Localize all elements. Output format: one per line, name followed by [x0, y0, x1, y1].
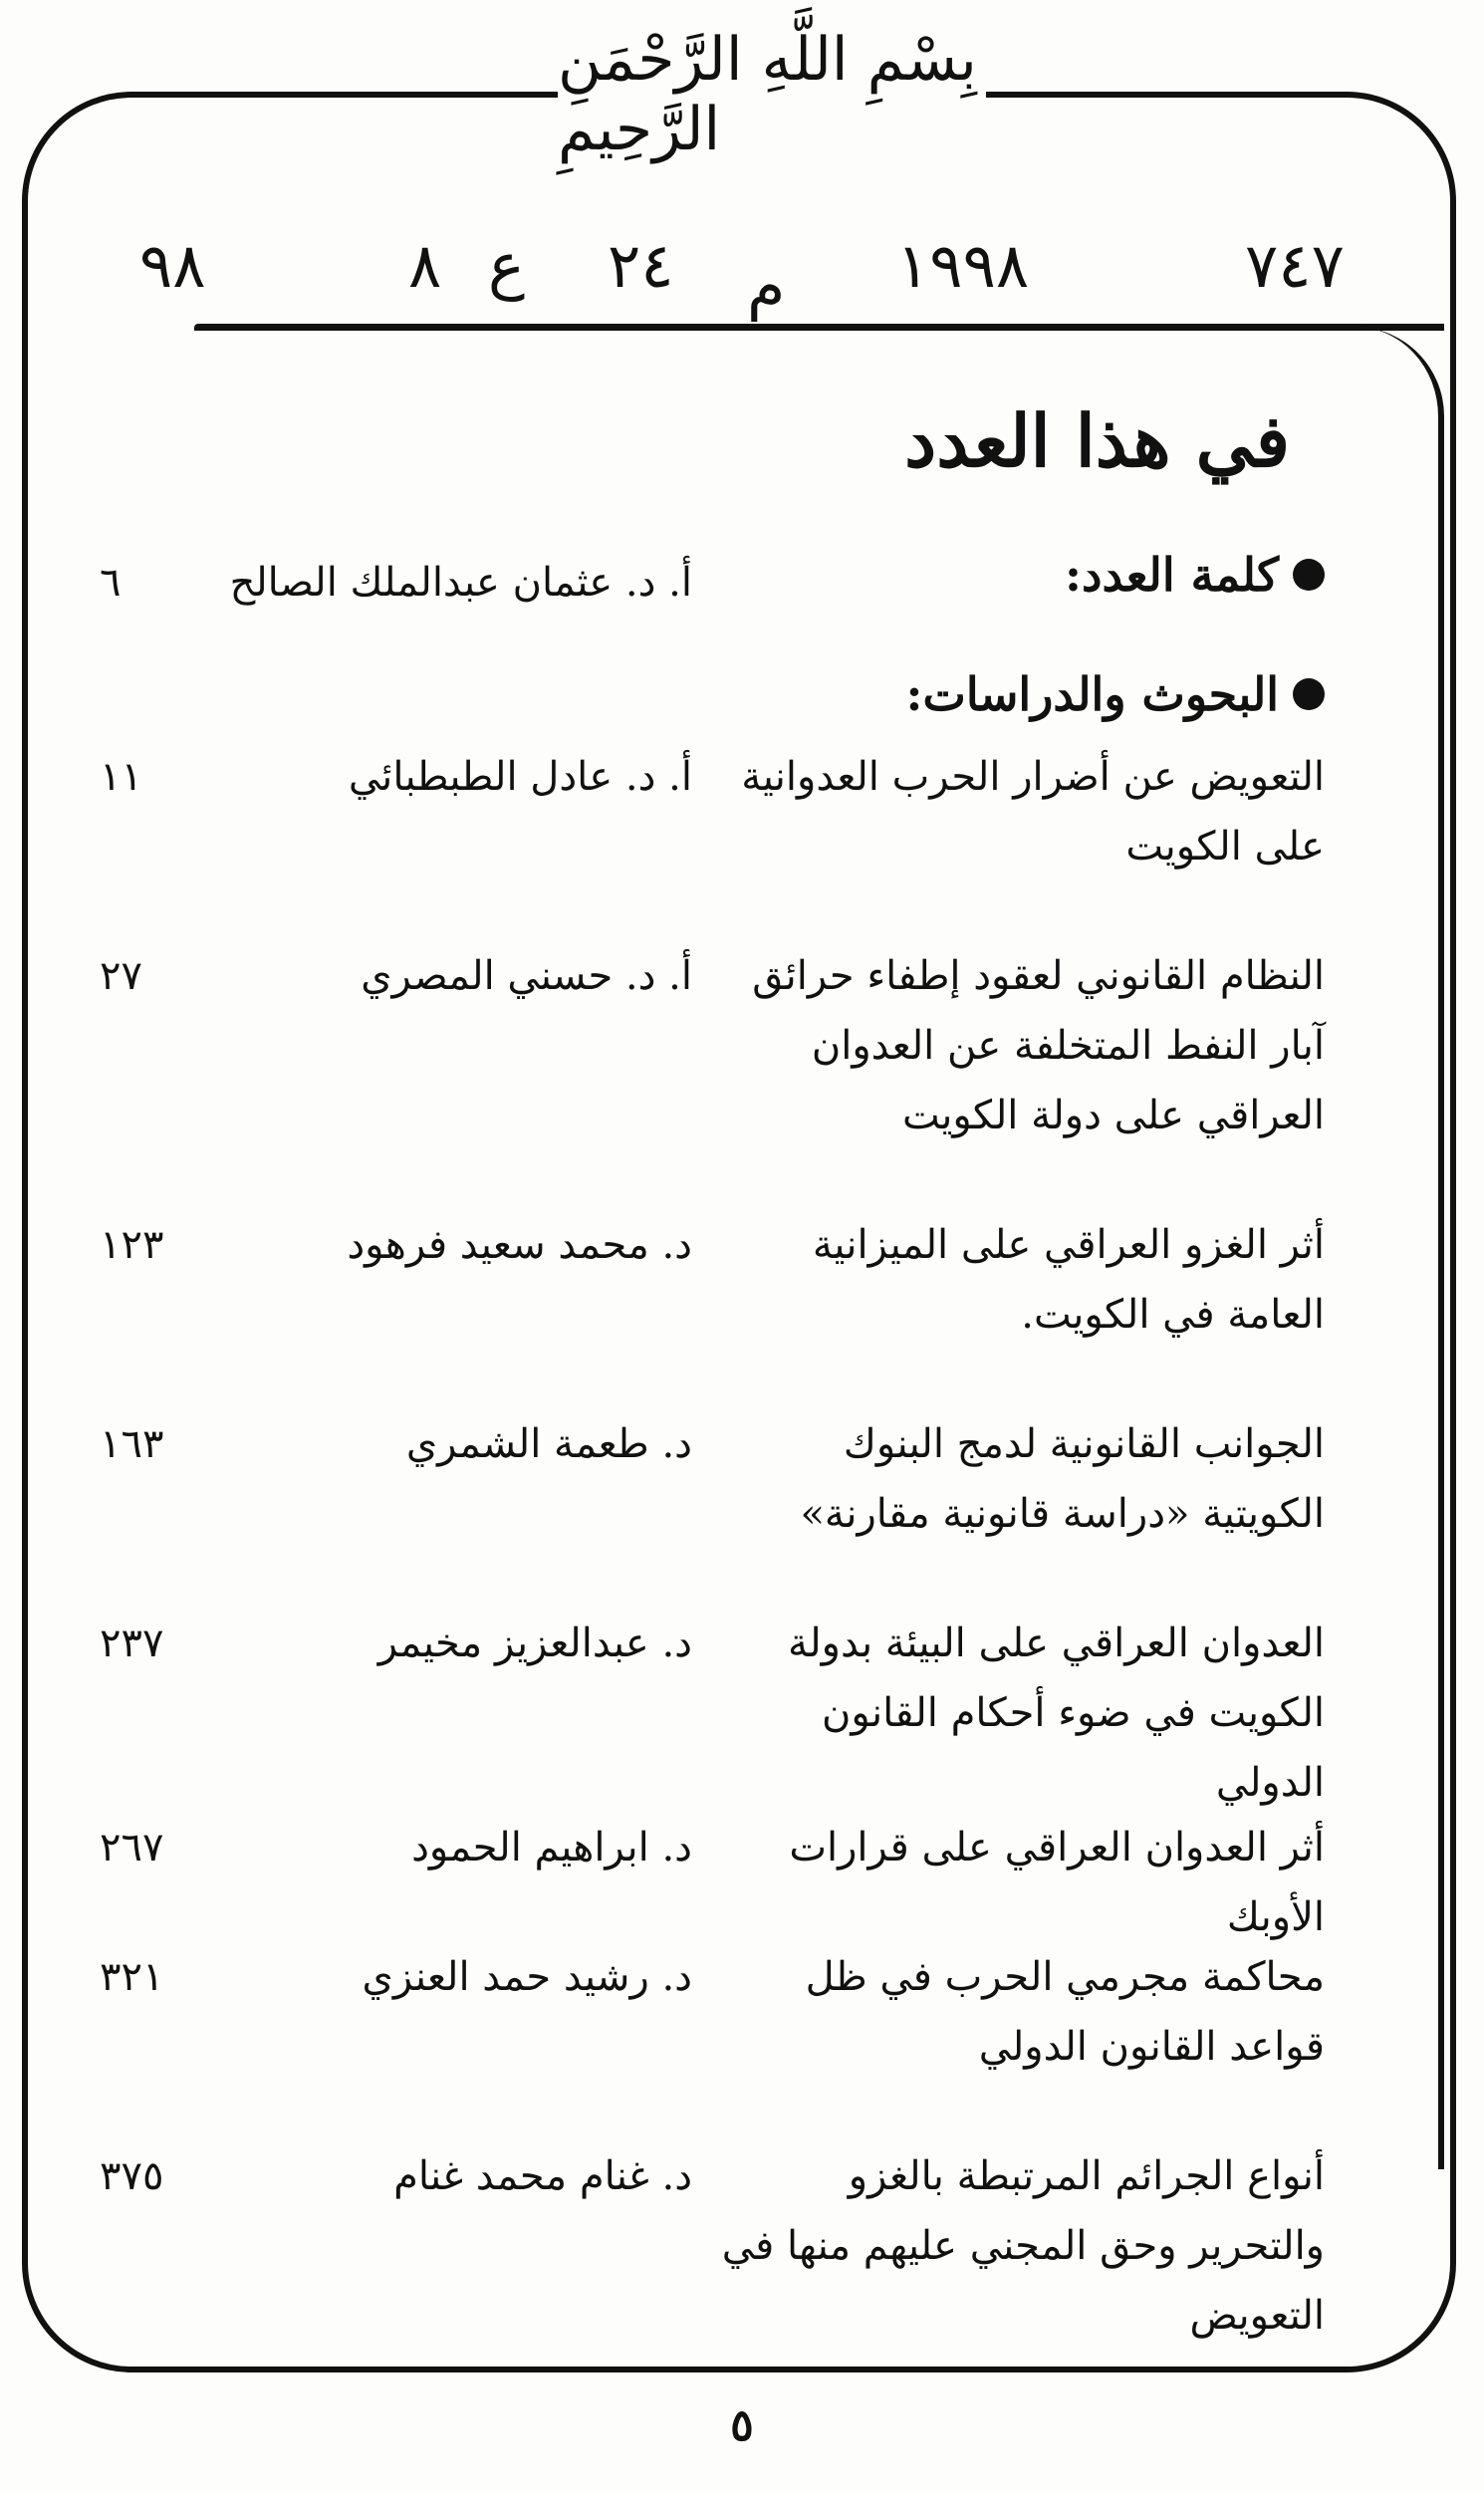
- entry-author: أ. د. حسني المصري: [361, 953, 692, 999]
- handwritten-ref: ٩٨: [139, 229, 206, 302]
- entry-title: التعويض عن أضرار الحرب العدوانية على الكويت: [741, 754, 1325, 870]
- handwritten-number: ٧٤٧: [1245, 229, 1345, 302]
- entry-title: أثر العدوان العراقي على قرارات الأوبك: [789, 1825, 1325, 1940]
- handwritten-year: ١٩٩٨: [896, 229, 1030, 302]
- bismillah-text: بِسْمِ اللَّهِ الرَّحْمَنِ الرَّحِيمِ: [558, 25, 977, 164]
- research-label: البحوث والدراسات:: [905, 667, 1279, 721]
- entry-author: د. رشيد حمد العنزي: [362, 1954, 692, 2000]
- entry-title: أثر الغزو العراقي على الميزانية العامة في الكويت.: [812, 1222, 1325, 1338]
- entry-page: ١٢٣: [100, 1222, 164, 1268]
- bismillah-header: [558, 25, 986, 164]
- entry-page: ٢٦٧: [100, 1825, 164, 1870]
- entry-title: النظام القانوني لعقود إطفاء حرائق آبار النفط المتخلفة عن العدوان العراقي على دولة الكويت: [752, 953, 1325, 1138]
- entry-title: العدوان العراقي على البيئة بدولة الكويت في ضوء أحكام القانون الدولي: [788, 1620, 1325, 1806]
- handwritten-m: م: [747, 249, 786, 322]
- entry-page: ٢٣٧: [100, 1620, 164, 1666]
- entry-author: د. محمد سعيد فرهود: [347, 1222, 692, 1268]
- editorial-heading: [1065, 548, 1325, 602]
- page-number: ٥: [730, 2400, 754, 2451]
- bullet-icon: [1293, 678, 1325, 710]
- editorial-label: كلمة العدد:: [1065, 548, 1279, 602]
- page-title: في هذا العدد: [904, 398, 1290, 483]
- research-heading: [906, 667, 1325, 721]
- entry-page: ١٦٣: [100, 1421, 164, 1467]
- entry-title: أنواع الجرائم المرتبطة بالغزو والتحرير وحق المجني عليهم منها في التعويض: [721, 2153, 1325, 2339]
- entry-page: ٢٧: [100, 953, 142, 999]
- entry-page: ٣٧٥: [100, 2153, 164, 2199]
- entry-author: د. ابراهيم الحمود: [411, 1825, 692, 1870]
- entry-title: محاكمة مجرمي الحرب في ظل قواعد القانون الدولي: [805, 1954, 1325, 2070]
- editorial-author: أ. د. عثمان عبدالملك الصالح: [229, 560, 692, 606]
- entry-author: د. عبدالعزيز مخيمر: [377, 1620, 692, 1666]
- entry-title: الجوانب القانونية لدمج البنوك الكويتية «دراسة قانونية مقارنة»: [800, 1421, 1325, 1537]
- entry-author: د. غنام محمد غنام: [393, 2153, 692, 2199]
- entry-author: د. طعمة الشمري: [405, 1421, 692, 1467]
- bullet-icon: [1293, 559, 1325, 591]
- handwritten-ain: ع: [488, 229, 525, 302]
- entry-page: ١١: [100, 754, 142, 800]
- editorial-page: ٦: [100, 560, 122, 606]
- handwritten-day: ٢٤: [608, 229, 674, 302]
- entry-page: ٣٢١: [100, 1954, 164, 2000]
- handwritten-eight: ٨: [408, 229, 442, 302]
- entry-author: أ. د. عادل الطبطبائي: [348, 754, 692, 800]
